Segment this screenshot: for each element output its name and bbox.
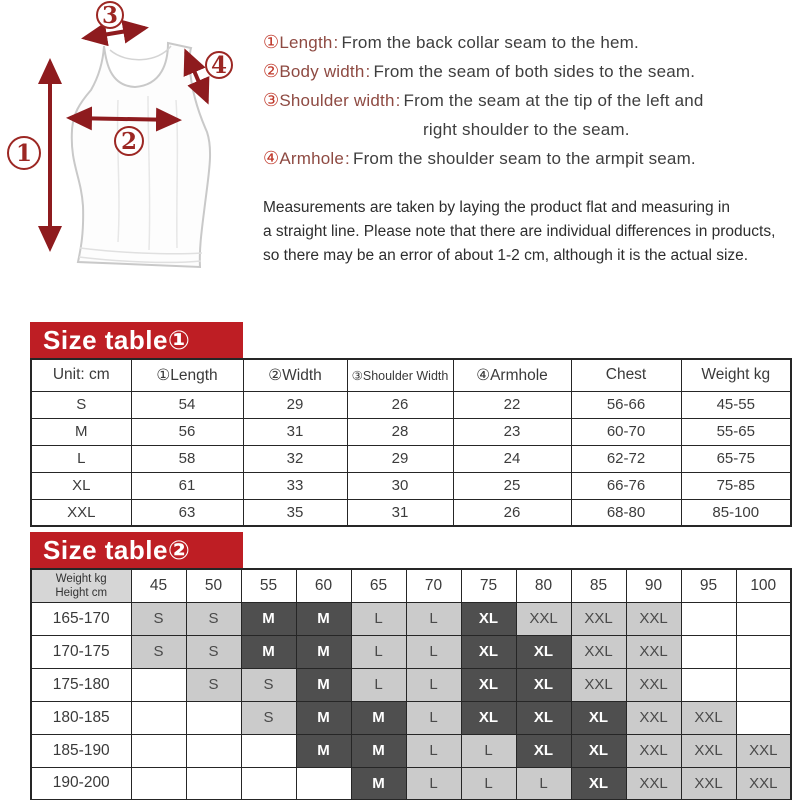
recommended-size-cell: XXL	[626, 734, 681, 767]
recommended-size-cell: L	[406, 767, 461, 800]
size-table-2	[30, 568, 792, 800]
marker-label-2: 2	[120, 128, 138, 155]
measurement-cell: 61	[131, 472, 243, 499]
measurement-cell: 26	[347, 391, 453, 418]
measurement-cell: 24	[453, 445, 571, 472]
recommended-size-cell: M	[241, 602, 296, 635]
size-label-cell: S	[31, 391, 131, 418]
marker-label-4: 4	[210, 52, 228, 79]
column-header-shoulder-width: ③Shoulder Width	[347, 359, 453, 391]
circled-number-4: ④	[263, 148, 280, 168]
empty-cell	[681, 635, 736, 668]
empty-cell	[736, 635, 791, 668]
body-width-arrow	[70, 118, 178, 120]
recommended-size-cell: M	[296, 635, 351, 668]
weight-header: 45	[131, 569, 186, 602]
vest-shape	[72, 43, 210, 267]
height-range-cell: 170-175	[31, 635, 131, 668]
empty-cell	[736, 668, 791, 701]
size-table-1-row	[31, 418, 791, 445]
weight-header: 100	[736, 569, 791, 602]
recommended-size-cell: XXL	[626, 602, 681, 635]
measurement-cell: 30	[347, 472, 453, 499]
callout-armhole: ④Armhole: From the shoulder seam to the armpit seam.	[263, 148, 696, 168]
recommended-size-cell: XL	[461, 668, 516, 701]
recommended-size-cell: M	[351, 701, 406, 734]
recommended-size-cell: M	[296, 668, 351, 701]
corner-height-label: Height cm	[55, 586, 108, 599]
recommended-size-cell: XL	[461, 635, 516, 668]
recommended-size-cell: L	[351, 668, 406, 701]
recommended-size-cell: L	[461, 767, 516, 800]
measurement-cell: 68-80	[571, 499, 681, 526]
size-table-1-header-row	[31, 359, 791, 391]
height-range-cell: 175-180	[31, 668, 131, 701]
recommended-size-cell: L	[406, 635, 461, 668]
measurement-cell: 62-72	[571, 445, 681, 472]
recommended-size-cell: S	[131, 602, 186, 635]
recommended-size-cell: XXL	[571, 668, 626, 701]
measurement-cell: 25	[453, 472, 571, 499]
marker-label-3: 3	[101, 2, 119, 29]
recommended-size-cell: XL	[516, 668, 571, 701]
column-header-width: ②Width	[243, 359, 347, 391]
empty-cell	[131, 668, 186, 701]
recommended-size-cell: XXL	[626, 635, 681, 668]
callout-length: ①Length: From the back collar seam to the hem.	[263, 32, 639, 52]
measurement-cell: 22	[453, 391, 571, 418]
recommended-size-cell: L	[406, 602, 461, 635]
size-table-2-header-row	[31, 569, 791, 602]
recommended-size-cell: M	[296, 602, 351, 635]
recommended-size-cell: XL	[516, 734, 571, 767]
marker-label-1: 1	[15, 140, 33, 167]
recommended-size-cell: L	[516, 767, 571, 800]
recommended-size-cell: L	[351, 602, 406, 635]
size-table-2-row	[31, 635, 791, 668]
measurement-cell: 55-65	[681, 418, 791, 445]
size-table-2-row	[31, 734, 791, 767]
weight-header: 75	[461, 569, 516, 602]
size-table-1-row	[31, 499, 791, 526]
recommended-size-cell: XXL	[626, 668, 681, 701]
column-header-weight: Weight kg	[681, 359, 791, 391]
note-line-1: Measurements are taken by laying the product flat and measuring in	[263, 199, 730, 216]
weight-header: 80	[516, 569, 571, 602]
recommended-size-cell: S	[186, 635, 241, 668]
measurement-cell: 23	[453, 418, 571, 445]
measurement-cell: 60-70	[571, 418, 681, 445]
note-line-3: so there may be an error of about 1-2 cm, although it is the actual size.	[263, 247, 749, 264]
empty-cell	[131, 701, 186, 734]
recommended-size-cell: S	[241, 701, 296, 734]
measurement-cell: 29	[243, 391, 347, 418]
size-table-2-row	[31, 701, 791, 734]
height-range-cell: 165-170	[31, 602, 131, 635]
weight-header: 55	[241, 569, 296, 602]
note-line-2: a straight line. Please note that there are individual differences in products,	[263, 223, 776, 240]
recommended-size-cell: XXL	[516, 602, 571, 635]
callout-body-width: ②Body width: From the seam of both sides to the seam.	[263, 61, 696, 81]
weight-header: 90	[626, 569, 681, 602]
recommended-size-cell: XL	[516, 701, 571, 734]
measurement-cell: 65-75	[681, 445, 791, 472]
empty-cell	[131, 734, 186, 767]
empty-cell	[296, 767, 351, 800]
recommended-size-cell: M	[296, 734, 351, 767]
recommended-size-cell: XXL	[626, 701, 681, 734]
recommended-size-cell: XL	[571, 767, 626, 800]
height-range-cell: 185-190	[31, 734, 131, 767]
circled-number-3: ③	[263, 90, 280, 110]
size-label-cell: XL	[31, 472, 131, 499]
measurement-definitions	[263, 28, 795, 173]
size-table-1-title: Size table①	[30, 322, 243, 358]
measurement-cell: 33	[243, 472, 347, 499]
weight-header: 60	[296, 569, 351, 602]
recommended-size-cell: XXL	[681, 767, 736, 800]
shoulder-width-arrow	[85, 28, 145, 38]
recommended-size-cell: M	[351, 734, 406, 767]
empty-cell	[186, 701, 241, 734]
recommended-size-cell: XL	[516, 635, 571, 668]
size-label-cell: XXL	[31, 499, 131, 526]
size-table-2-row	[31, 668, 791, 701]
measurement-cell: 66-76	[571, 472, 681, 499]
size-label-cell: M	[31, 418, 131, 445]
measurement-cell: 45-55	[681, 391, 791, 418]
recommended-size-cell: M	[241, 635, 296, 668]
size-table-2-row	[31, 602, 791, 635]
empty-cell	[681, 602, 736, 635]
column-header-length: ①Length	[131, 359, 243, 391]
recommended-size-cell: XXL	[681, 734, 736, 767]
recommended-size-cell: XL	[571, 734, 626, 767]
column-header-unit: Unit: cm	[31, 359, 131, 391]
weight-header: 95	[681, 569, 736, 602]
weight-header: 85	[571, 569, 626, 602]
weight-header: 70	[406, 569, 461, 602]
recommended-size-cell: XXL	[571, 635, 626, 668]
circled-number-2: ②	[263, 61, 280, 81]
circled-number-1: ①	[263, 32, 280, 52]
recommended-size-cell: M	[296, 701, 351, 734]
size-table-2-title: Size table②	[30, 532, 243, 568]
size-table-1	[30, 358, 792, 527]
recommended-size-cell: L	[406, 734, 461, 767]
recommended-size-cell: XXL	[736, 767, 791, 800]
empty-cell	[681, 668, 736, 701]
weight-header: 50	[186, 569, 241, 602]
callout-shoulder-width: ③Shoulder width: From the seam at the tip of the left and	[263, 90, 704, 110]
corner-header-cell	[31, 569, 131, 602]
measurement-cell: 29	[347, 445, 453, 472]
size-table-2-row	[31, 767, 791, 800]
recommended-size-cell: XL	[461, 701, 516, 734]
recommended-size-cell: XXL	[681, 701, 736, 734]
measurement-cell: 56-66	[571, 391, 681, 418]
empty-cell	[131, 767, 186, 800]
height-range-cell: 180-185	[31, 701, 131, 734]
measurement-cell: 85-100	[681, 499, 791, 526]
recommended-size-cell: S	[131, 635, 186, 668]
recommended-size-cell: L	[406, 701, 461, 734]
recommended-size-cell: L	[351, 635, 406, 668]
recommended-size-cell: XL	[461, 602, 516, 635]
height-range-cell: 190-200	[31, 767, 131, 800]
recommended-size-cell: S	[186, 668, 241, 701]
recommended-size-cell: XXL	[626, 767, 681, 800]
empty-cell	[186, 734, 241, 767]
size-table-1-row	[31, 472, 791, 499]
empty-cell	[186, 767, 241, 800]
measurement-cell: 63	[131, 499, 243, 526]
empty-cell	[241, 767, 296, 800]
vest-illustration	[0, 0, 265, 310]
measurement-cell: 58	[131, 445, 243, 472]
recommended-size-cell: L	[461, 734, 516, 767]
measurement-note	[263, 196, 798, 268]
measurement-cell: 32	[243, 445, 347, 472]
measurement-cell: 56	[131, 418, 243, 445]
measurement-cell: 31	[347, 499, 453, 526]
column-header-armhole: ④Armhole	[453, 359, 571, 391]
measurement-cell: 28	[347, 418, 453, 445]
measurement-cell: 26	[453, 499, 571, 526]
empty-cell	[241, 734, 296, 767]
measurement-cell: 35	[243, 499, 347, 526]
recommended-size-cell: S	[241, 668, 296, 701]
recommended-size-cell: XXL	[736, 734, 791, 767]
corner-weight-label: Weight kg	[55, 572, 107, 585]
recommended-size-cell: XXL	[571, 602, 626, 635]
recommended-size-cell: XL	[571, 701, 626, 734]
measurement-cell: 75-85	[681, 472, 791, 499]
callout-shoulder-width-line2: right shoulder to the seam.	[423, 120, 630, 139]
size-label-cell: L	[31, 445, 131, 472]
recommended-size-cell: M	[351, 767, 406, 800]
column-header-chest: Chest	[571, 359, 681, 391]
measurement-cell: 31	[243, 418, 347, 445]
measurement-cell: 54	[131, 391, 243, 418]
empty-cell	[736, 602, 791, 635]
weight-header: 65	[351, 569, 406, 602]
recommended-size-cell: S	[186, 602, 241, 635]
size-table-1-row	[31, 445, 791, 472]
empty-cell	[736, 701, 791, 734]
recommended-size-cell: L	[406, 668, 461, 701]
size-table-1-row	[31, 391, 791, 418]
